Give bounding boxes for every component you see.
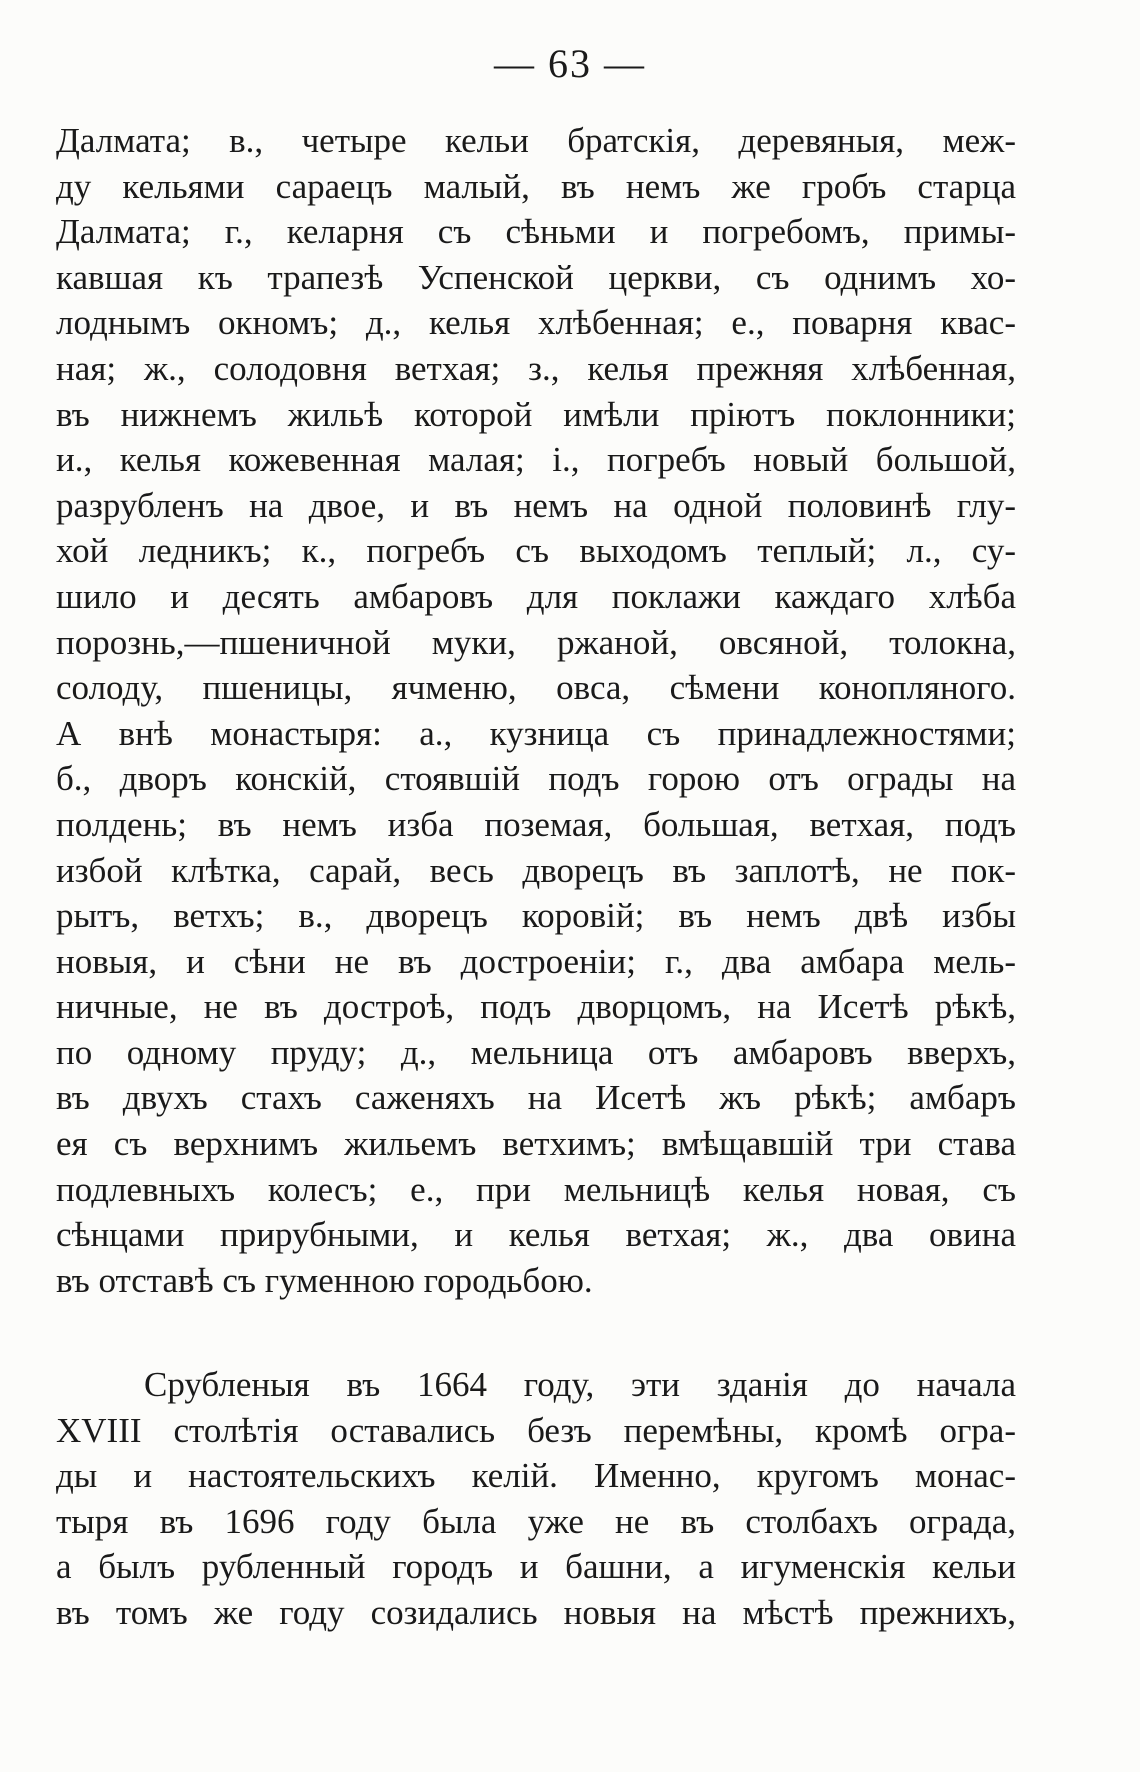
text-line: хой ледникъ; к., погребъ съ выходомъ теплый; л., су- (56, 531, 1016, 571)
text-line: А внѣ монастыря: а., кузница съ принадлежностями; (56, 713, 1016, 753)
text-line: избой клѣтка, сарай, весь дворецъ въ заплотѣ, не пок- (56, 850, 1016, 890)
page-number: — 63 — (494, 41, 646, 86)
text-line: въ нижнемъ жильѣ которой имѣли пріютъ поклонники; (56, 394, 1016, 434)
text-line: ея съ верхнимъ жильемъ ветхимъ; вмѣщавшій три става (56, 1124, 1016, 1164)
text-line: тыря въ 1696 году была уже не въ столбахъ ограда, (56, 1501, 1016, 1541)
text-line: порознь,—пшеничной муки, ржаной, овсяной, толокна, (56, 622, 1016, 662)
text-line: лоднымъ окномъ; д., келья хлѣбенная; е., поварня квас- (56, 303, 1016, 343)
text-line: полдень; въ немъ изба поземая, большая, ветхая, подъ (56, 804, 1016, 844)
text-line: ничные, не въ достроѣ, подъ дворцомъ, на Исетѣ рѣкѣ, (56, 987, 1016, 1027)
text-line: въ отставѣ съ гуменною городьбою. (56, 1260, 593, 1300)
text-line: ду кельями сараецъ малый, въ немъ же гробъ старца (56, 166, 1016, 206)
text-line: разрубленъ на двое, и въ немъ на одной половинѣ глу- (56, 485, 1016, 525)
text-line: а былъ рубленный городъ и башни, а игуменскія кельи (56, 1547, 1016, 1587)
text-line: рытъ, ветхъ; в., дворецъ коровій; въ немъ двѣ избы (56, 896, 1016, 936)
text-line: ды и настоятельскихъ келій. Именно, кругомъ монас- (56, 1456, 1016, 1496)
text-line: ная; ж., солодовня ветхая; з., келья прежняя хлѣбенная, (56, 348, 1016, 388)
text-line: Далмата; г., келарня съ сѣньми и погребомъ, примы- (56, 212, 1016, 252)
text-line: солоду, пшеницы, ячменю, овса, сѣмени конопляного. (56, 668, 1016, 708)
text-line: б., дворъ конскій, стоявшій подъ горою отъ ограды на (56, 759, 1016, 799)
text-line: новыя, и сѣни не въ достроеніи; г., два амбара мель- (56, 941, 1016, 981)
text-line: и., келья кожевенная малая; і., погребъ новый большой, (56, 440, 1016, 480)
paragraph-2 (56, 1362, 1016, 1636)
text-line: по одному пруду; д., мельница отъ амбаровъ вверхъ, (56, 1032, 1016, 1072)
text-line: Срубленыя въ 1664 году, эти зданія до начала (144, 1365, 1016, 1404)
paragraph-1 (56, 118, 1016, 1303)
text-line: подлевныхъ колесъ; е., при мельницѣ келья новая, съ (56, 1169, 1016, 1209)
text-line: XVIII столѣтія оставались безъ перемѣны, кромѣ огра- (56, 1410, 1016, 1450)
text-line: Далмата; в., четыре кельи братскія, деревяныя, меж- (56, 121, 1016, 160)
text-line: въ томъ же году созидались новыя на мѣстѣ прежнихъ, (56, 1592, 1016, 1632)
text-line: кавшая къ трапезѣ Успенской церкви, съ однимъ хо- (56, 257, 1016, 297)
text-line: въ двухъ стахъ саженяхъ на Исетѣ жъ рѣкѣ; амбаръ (56, 1078, 1016, 1118)
text-line: шило и десять амбаровъ для поклажи каждаго хлѣба (56, 576, 1016, 616)
text-line: сѣнцами прирубными, и келья ветхая; ж., два овина (56, 1215, 1016, 1255)
